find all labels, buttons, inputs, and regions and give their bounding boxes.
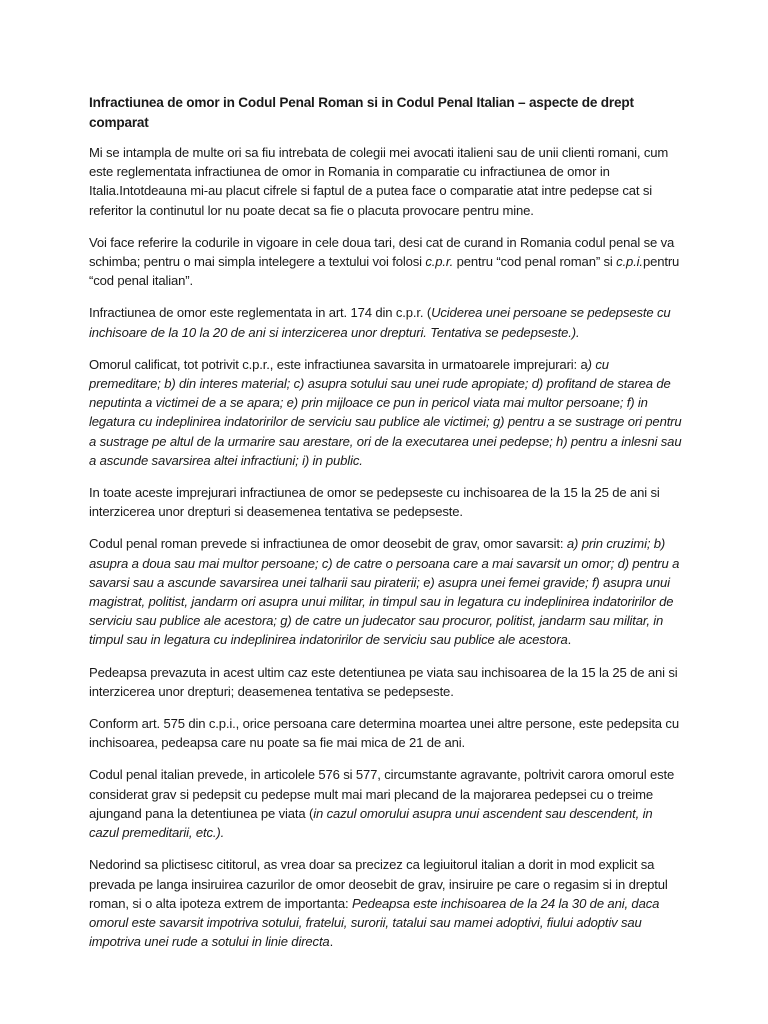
quoted-law-text: a) prin cruzimi; b) asupra a doua sau mai multor persoane; c) de catre o persoana care a mai savarsit un omor; d) pentru a savarsi sau a ascunde savarsirea unei talharii sau piraterii; e) asupra unei femei gravide; f) asupra unui magistrat, politist, jandarm ori asupra unui militar, in timpul sau in legatura cu indeplinirea indatoririlor de serviciu sau publice ale acestora; g) de catre un judecator sau procuror, politist, jandarm sau militar, in timpul sau in legatura cu indeplinirea indatoririlor de serviciu sau publice ale acestora — [89, 536, 680, 648]
paragraph-text: . — [567, 632, 572, 648]
paragraph-omor-deosebit-grav — [89, 534, 682, 649]
paragraph-text: Infractiunea de omor este reglementata in art. 174 din c.p.r. ( — [89, 305, 432, 321]
paragraph-text: pentru “cod penal italian”. — [89, 254, 680, 289]
paragraph-text: Omorul calificat, tot potrivit c.p.r., este infractiunea savarsita in urmatoarele imprejurari: a — [89, 356, 588, 372]
quoted-law-text: ) cu premeditare; b) din interes material; c) asupra sotului sau unei rude apropiate; d) profitand de starea de neputinta a victimei de a se apara; e) prin mijloace ce pun in pericol viata mai multor persoane; f) in legatura cu indeplinirea indatoririlor de serviciu sau publice ale victimei; g) pentru a se sustrage ori pentru a sustrage pe altul de la urmarire sau arestare, ori de la executarea unei pedepse; h) pentru a inlesni sau a ascunde savarsirea altei infractiuni; i) in public. — [89, 356, 682, 468]
quoted-law-text: Pedeapsa este inchisoarea de la 24 la 30 de ani, daca omorul este savarsit impotriva sotului, fratelui, surorii, tatalui sau mamei adoptivi, fiului adoptiv sau impotriva unei rude a sotului in linie directa — [89, 895, 660, 950]
paragraph-art-575: Conform art. 575 din c.p.i., orice persoana care determina moartea unei altre persone, este pedepsita cu inchisoarea, pedeapsa care nu poate sa fie mai mica de 21 de ani. — [89, 716, 679, 751]
quoted-law-text: in cazul omorului asupra unui ascendent sau descendent, in cazul premeditarii, etc.). — [89, 805, 653, 841]
document-title: Infractiunea de omor in Codul Penal Roman si in Codul Penal Italian – aspecte de drept comparat — [89, 95, 634, 130]
paragraph-text: Codul penal roman prevede si infractiunea de omor deosebit de grav, omor savarsit: — [89, 536, 567, 552]
paragraph-abbreviations — [89, 233, 682, 291]
paragraph-text: . — [329, 934, 334, 950]
paragraph-pedeapsa-deosebit-grav: Pedeapsa prevazuta in acest ultim caz este detentiunea pe viata sau inchisoarea de la 15 la 25 de ani si interzicerea unor drepturi; deasemenea tentativa se pedepseste. — [89, 664, 678, 699]
abbr-cpr: c.p.r. — [425, 254, 454, 270]
paragraph-text: Nedorind sa plictisesc cititorul, as vrea doar sa precizez ca legiuitorul italian a dorit in mod explicit sa prevada pe langa insiruirea cazurilor de omor deosebit de grav, insiruire pe care o regasim si in dreptul roman, si o alta ipoteza extrem de importanta: — [89, 857, 668, 911]
paragraph-text: Codul penal italian prevede, in articolele 576 si 577, circumstante agravante, poltrivit carora omorul este considerat grav si pedepsit cu pedepse mult mai mari plecand de la majorarea pedepsei cu o treime ajungand pana la detentiunea pe viata ( — [89, 767, 675, 821]
quoted-law-text: Uciderea unei persoane se pedepseste cu inchisoare de la 10 la 20 de ani si interzicerea unor drepturi. Tentativa se pedepseste.). — [89, 305, 671, 340]
paragraph-art-174 — [89, 303, 682, 341]
paragraph-text: Voi face referire la codurile in vigoare in cele doua tari, desi cat de curand in Romania codul penal se va schimba; pentru o mai simpla intelegere a textului voi folosi — [89, 234, 675, 270]
paragraph-art-576-577 — [89, 765, 682, 842]
paragraph-intro: Mi se intampla de multe ori sa fiu intrebata de colegii mei avocati italieni sau de unii clienti romani, cum este reglementata infractiunea de omor in Romania in comparatie cu infractiunea de omor in Italia.Intotdeauna mi-au placut cifrele si faptul de a putea face o comparatie atat intre pedepse cat si referitor la continutul lor nu poate decat sa fie o placuta provocare pentru mine. — [89, 145, 669, 218]
abbr-cpi: c.p.i. — [616, 254, 643, 270]
paragraph-legiuitor-italian — [89, 855, 682, 951]
paragraph-text: pentru “cod penal roman” si — [453, 254, 617, 270]
paragraph-pedeapsa-calificat: In toate aceste imprejurari infractiunea de omor se pedepseste cu inchisoarea de la 15 la 25 de ani si interzicerea unor drepturi si deasemenea tentativa se pedepseste. — [89, 485, 660, 520]
paragraph-omor-calificat — [89, 355, 682, 470]
